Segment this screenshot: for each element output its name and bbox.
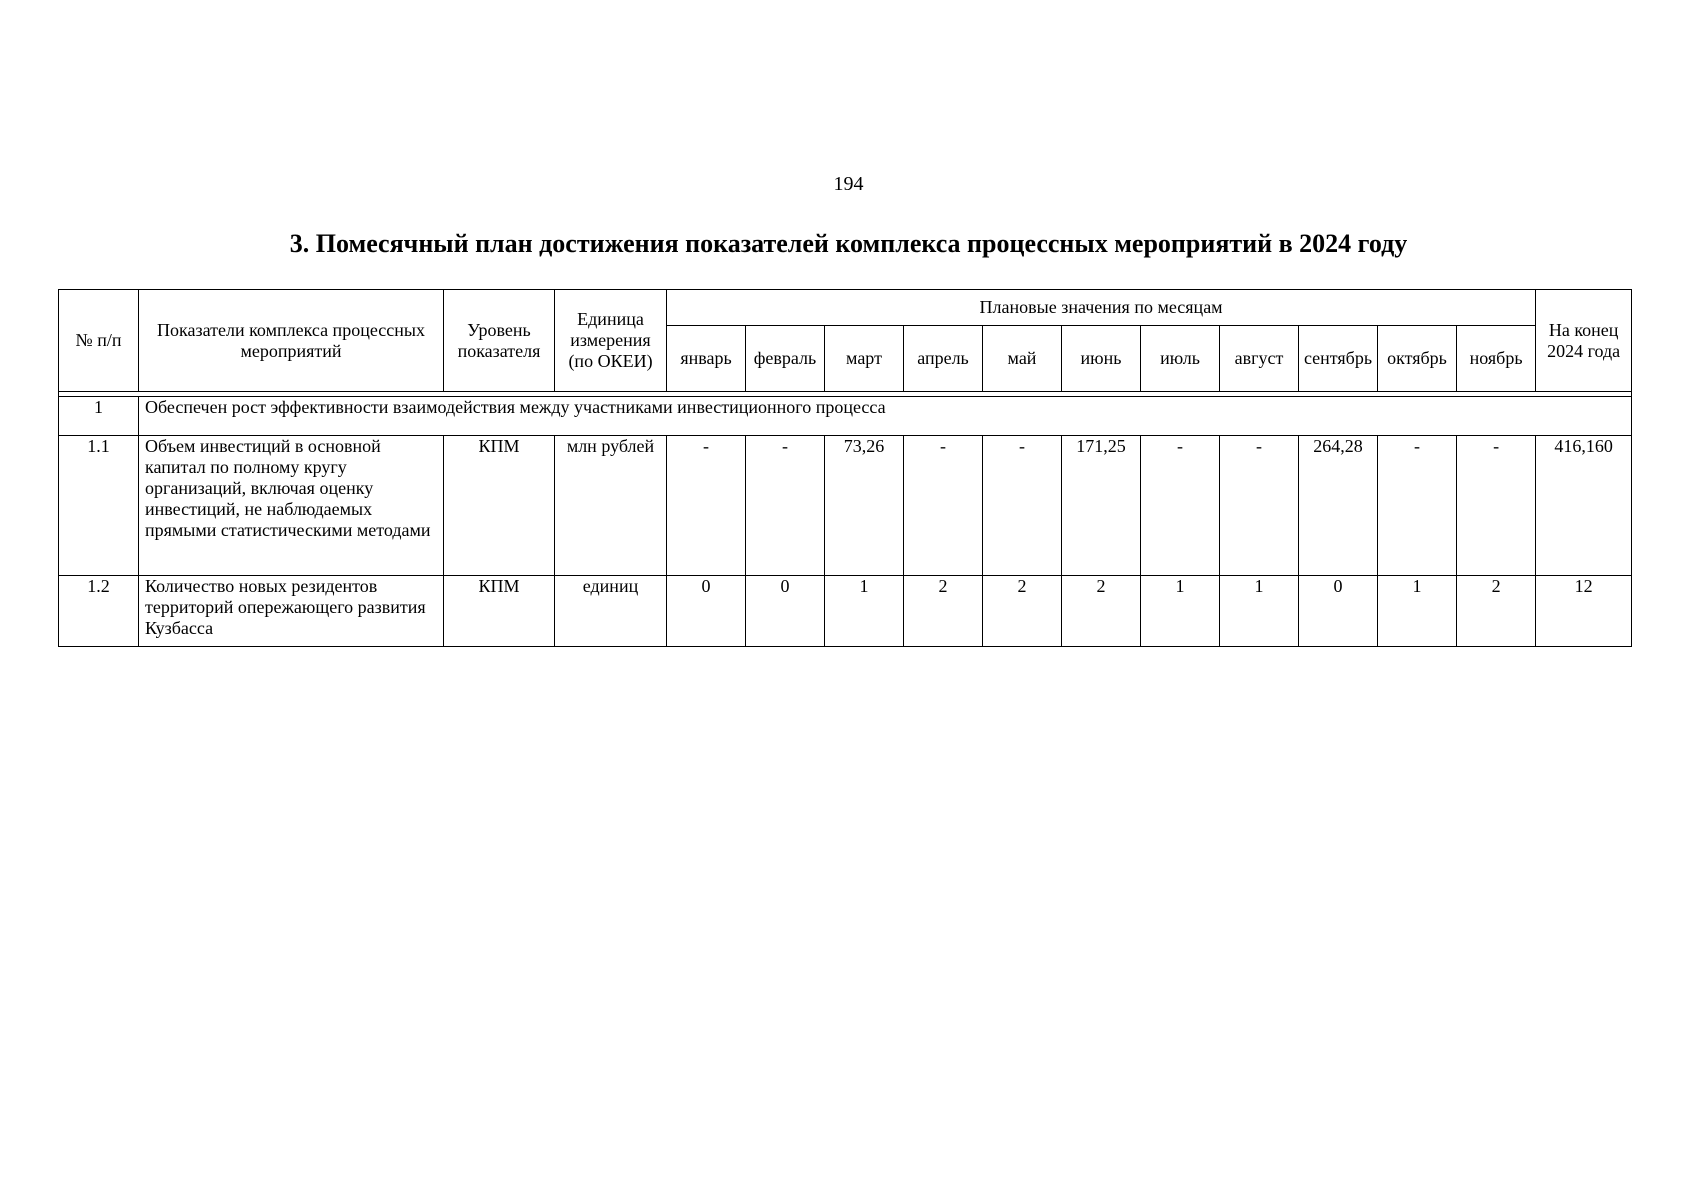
row-value: 2 bbox=[904, 576, 983, 647]
document-title: 3. Помесячный план достижения показателей комплекса процессных мероприятий в 2024 году bbox=[289, 229, 1408, 258]
row-value: - bbox=[983, 436, 1062, 576]
header-row bbox=[59, 290, 1632, 326]
header-month: сентябрь bbox=[1299, 326, 1378, 392]
row-level: КПМ bbox=[444, 576, 555, 647]
row-value: 171,25 bbox=[1062, 436, 1141, 576]
header-month: ноябрь bbox=[1457, 326, 1536, 392]
row-value: 0 bbox=[746, 576, 825, 647]
row-value: 1 bbox=[1220, 576, 1299, 647]
table-row bbox=[59, 436, 1632, 576]
row-value: 2 bbox=[1062, 576, 1141, 647]
row-value: 1 bbox=[1378, 576, 1457, 647]
header-unit: Единица измерения (по ОКЕИ) bbox=[555, 290, 667, 392]
row-num: 1.2 bbox=[59, 576, 139, 647]
row-year-end: 416,160 bbox=[1536, 436, 1632, 576]
row-value: - bbox=[904, 436, 983, 576]
header-monthly: Плановые значения по месяцам bbox=[667, 290, 1536, 326]
row-level: КПМ bbox=[444, 436, 555, 576]
row-value: 2 bbox=[1457, 576, 1536, 647]
row-unit: млн рублей bbox=[555, 436, 667, 576]
row-value: - bbox=[1457, 436, 1536, 576]
row-value: - bbox=[746, 436, 825, 576]
row-value: 1 bbox=[825, 576, 904, 647]
header-month: апрель bbox=[904, 326, 983, 392]
header-month: июнь bbox=[1062, 326, 1141, 392]
header-year-end: На конец 2024 года bbox=[1536, 290, 1632, 392]
row-value: 264,28 bbox=[1299, 436, 1378, 576]
row-value: 1 bbox=[1141, 576, 1220, 647]
row-num: 1.1 bbox=[59, 436, 139, 576]
row-value: 0 bbox=[667, 576, 746, 647]
header-month: август bbox=[1220, 326, 1299, 392]
header-month: май bbox=[983, 326, 1062, 392]
row-value: - bbox=[1378, 436, 1457, 576]
row-name: Объем инвестиций в основной капитал по полному кругу организаций, включая оценку инвестиций, не наблюдаемых прямыми статистическими методами bbox=[139, 436, 444, 576]
monthly-plan-table bbox=[58, 289, 1632, 647]
header-num: № п/п bbox=[59, 290, 139, 392]
header-month: октябрь bbox=[1378, 326, 1457, 392]
header-indicators: Показатели комплекса процессных мероприятий bbox=[139, 290, 444, 392]
header-month: февраль bbox=[746, 326, 825, 392]
row-value: - bbox=[1220, 436, 1299, 576]
row-value: 73,26 bbox=[825, 436, 904, 576]
row-value: - bbox=[1141, 436, 1220, 576]
row-value: 2 bbox=[983, 576, 1062, 647]
header-level: Уровень показателя bbox=[444, 290, 555, 392]
table-row bbox=[59, 576, 1632, 647]
section-num: 1 bbox=[59, 397, 139, 436]
section-title: Обеспечен рост эффективности взаимодействия между участниками инвестиционного процесса bbox=[139, 397, 1632, 436]
header-month: июль bbox=[1141, 326, 1220, 392]
header-month: март bbox=[825, 326, 904, 392]
row-unit: единиц bbox=[555, 576, 667, 647]
row-year-end: 12 bbox=[1536, 576, 1632, 647]
row-name: Количество новых резидентов территорий опережающего развития Кузбасса bbox=[139, 576, 444, 647]
row-value: 0 bbox=[1299, 576, 1378, 647]
page-number: 194 bbox=[833, 173, 864, 195]
header-month: январь bbox=[667, 326, 746, 392]
section-row bbox=[59, 397, 1632, 436]
row-value: - bbox=[667, 436, 746, 576]
